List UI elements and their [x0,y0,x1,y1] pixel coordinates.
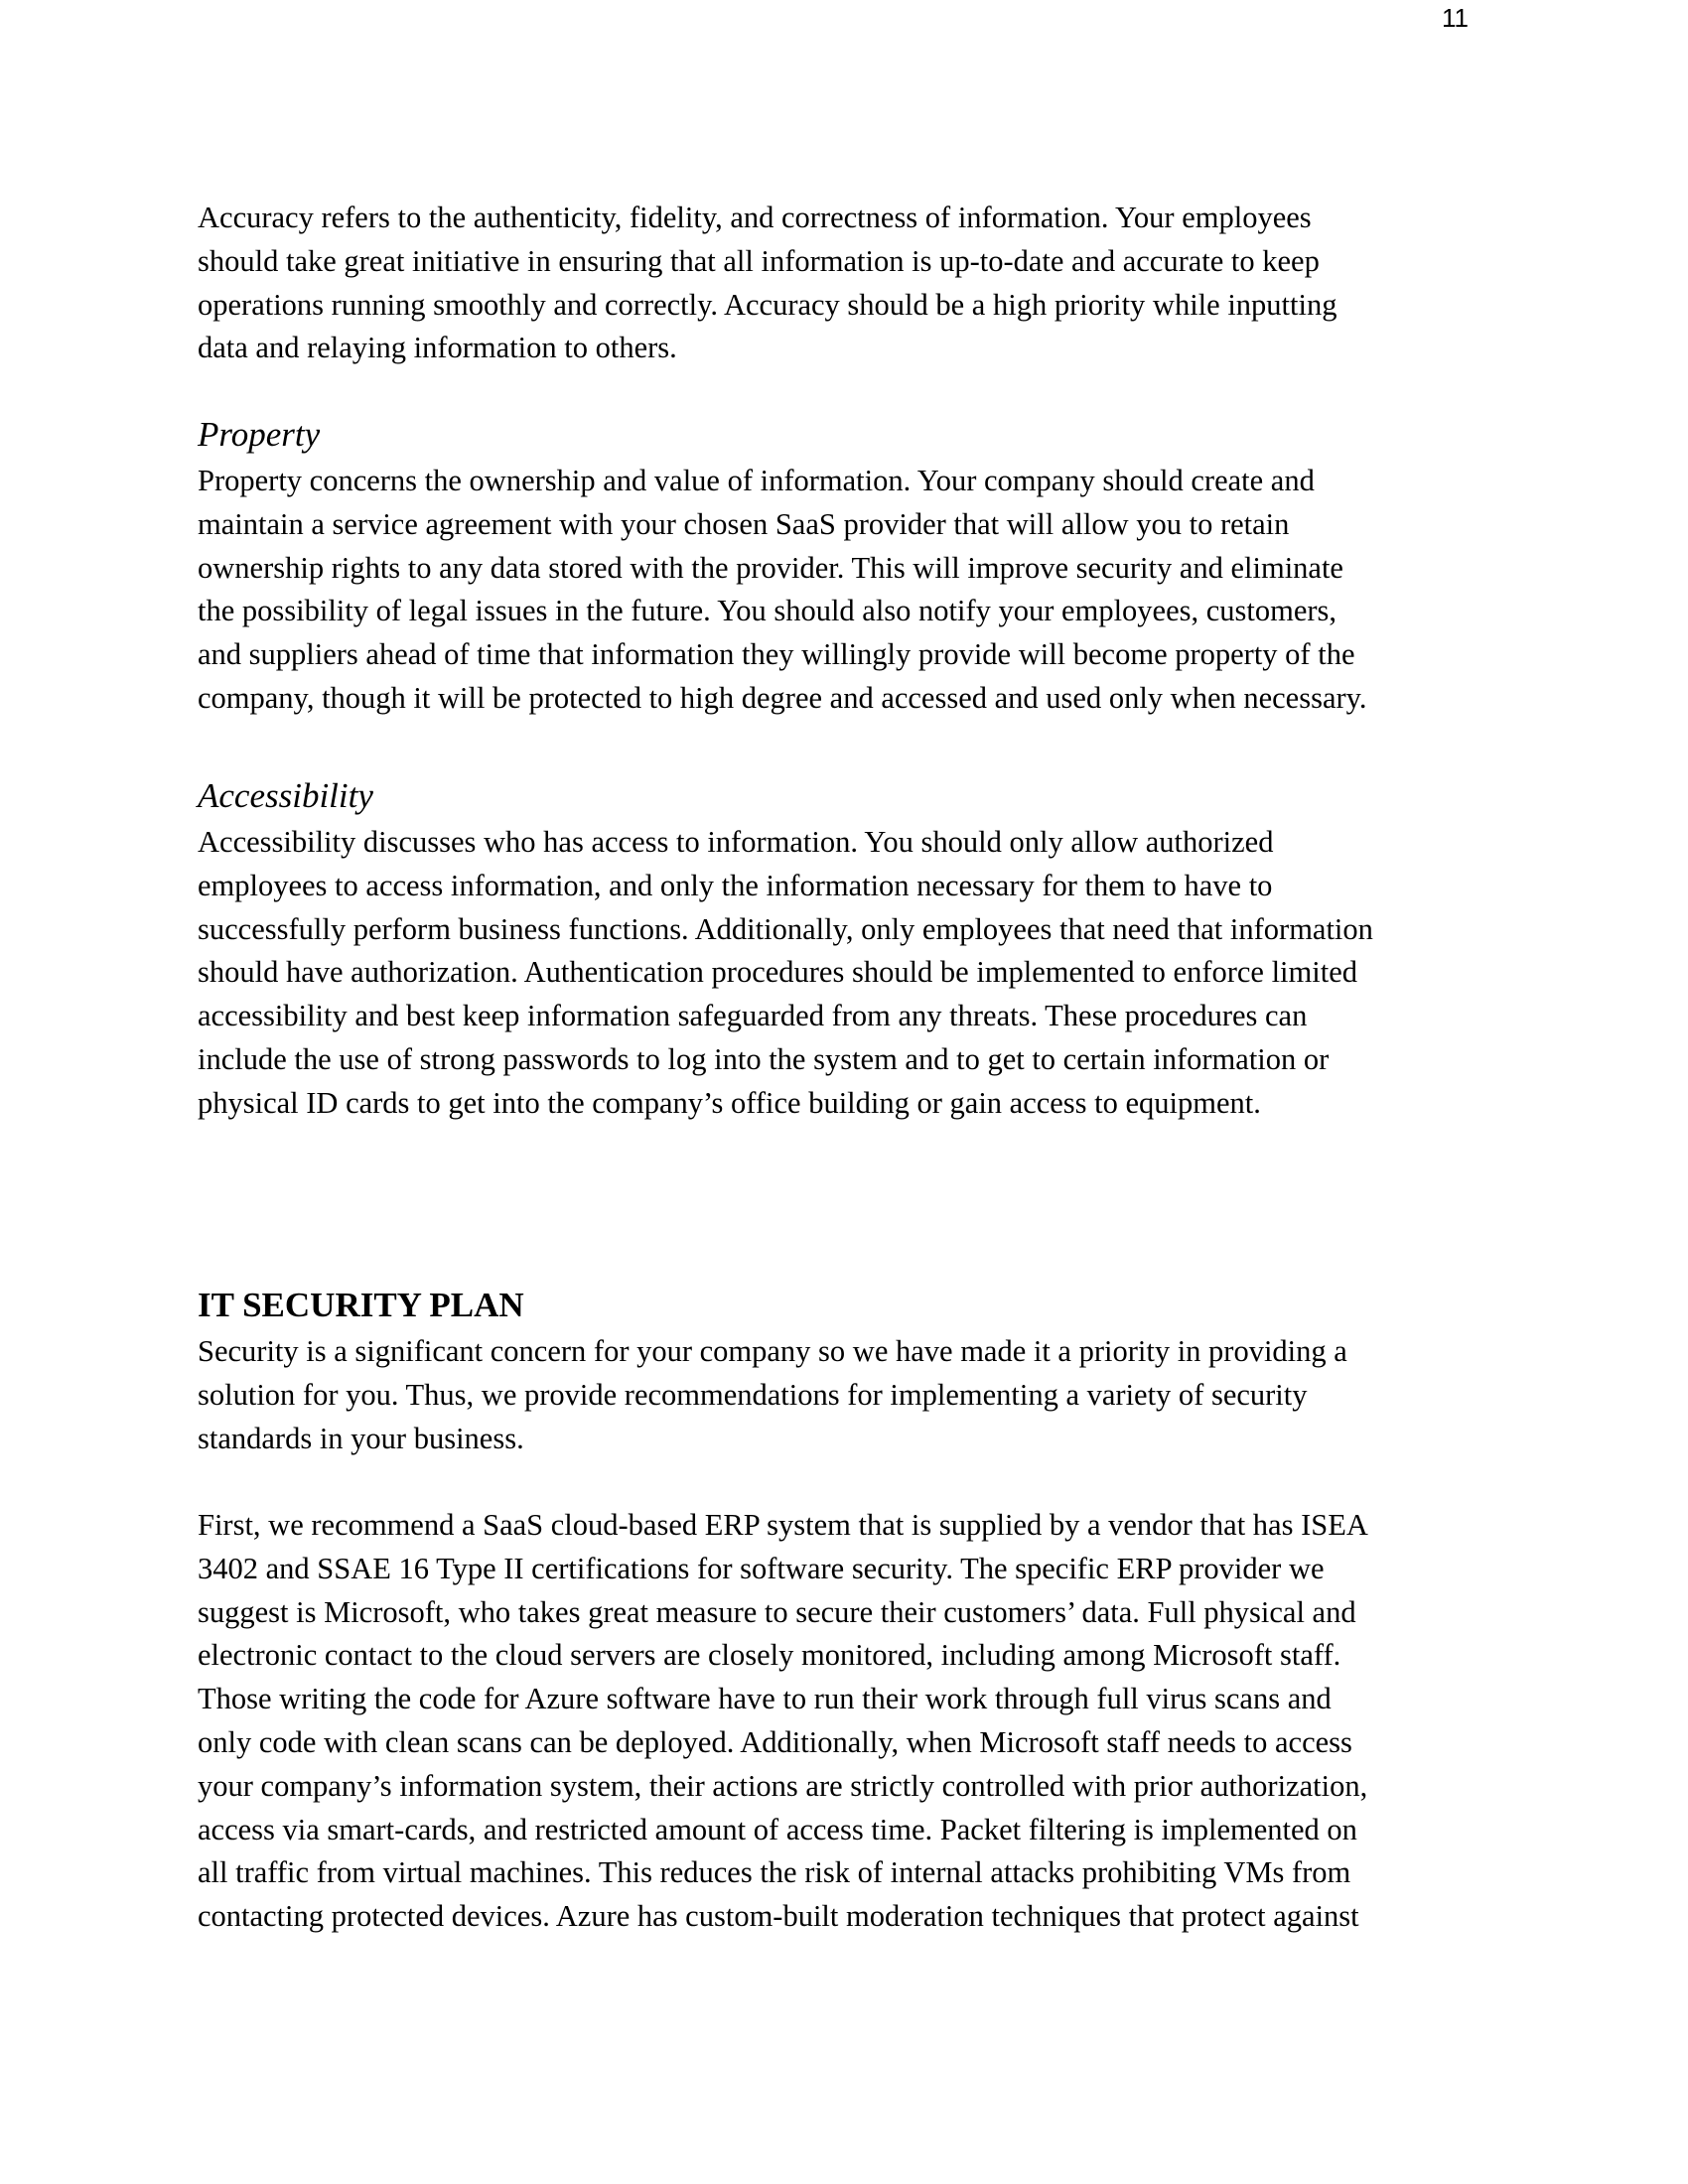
security-first-recommendation [198,1504,1518,1939]
text-line: should have authorization. Authentication procedures should be implemented to enforce limited [198,955,1357,990]
text-line: your company’s information system, their actions are strictly controlled with prior authorization, [198,1768,1368,1803]
text-line: successfully perform business functions. Additionally, only employees that need that information [198,911,1373,946]
accuracy-paragraph [198,197,1518,370]
text-line: solution for you. Thus, we provide recommendations for implementing a variety of security [198,1377,1308,1412]
text-line: Accuracy refers to the authenticity, fidelity, and correctness of information. Your employees [198,201,1312,234]
text-line: accessibility and best keep information safeguarded from any threats. These procedures can [198,999,1308,1033]
accessibility-heading: Accessibility [198,776,373,815]
accuracy-section [198,197,1518,370]
text-line: include the use of strong passwords to log into the system and to get to certain information or [198,1041,1330,1076]
text-line: electronic contact to the cloud servers are closely monitored, including among Microsoft staff. [198,1638,1341,1673]
text-line: 3402 and SSAE 16 Type II certifications for software security. The specific ERP provider we [198,1551,1325,1585]
text-line: only code with clean scans can be deployed. Additionally, when Microsoft staff needs to access [198,1724,1352,1759]
accessibility-section [198,771,1518,1126]
property-section [198,410,1518,721]
text-line: employees to access information, and only the information necessary for them to have to [198,868,1273,902]
it-security-plan-section [198,1281,1518,1460]
text-line: access via smart-cards, and restricted amount of access time. Packet filtering is implemented on [198,1812,1357,1846]
property-heading: Property [198,415,321,454]
text-line: company, though it will be protected to high degree and accessed and used only when necessary. [198,680,1367,715]
text-line: suggest is Microsoft, who takes great measure to secure their customers’ data. Full physical and [198,1594,1356,1629]
text-line: Those writing the code for Azure software have to run their work through full virus scans and [198,1682,1332,1716]
text-line: operations running smoothly and correctly. Accuracy should be a high priority while inputting [198,287,1337,322]
text-line: the possibility of legal issues in the future. You should also notify your employees, customers, [198,594,1337,628]
text-line: physical ID cards to get into the company’s office building or gain access to equipment. [198,1085,1261,1120]
text-line: contacting protected devices. Azure has custom-built moderation techniques that protect against [198,1899,1359,1934]
security-first-paragraph [198,1504,1518,1939]
text-line: Accessibility discusses who has access to information. You should only allow authorized [198,825,1274,859]
text-line: Security is a significant concern for your company so we have made it a priority in providing a [198,1334,1347,1368]
text-line: maintain a service agreement with your chosen SaaS provider that will allow you to retain [198,506,1290,541]
text-line: all traffic from virtual machines. This reduces the risk of internal attacks prohibiting VMs from [198,1855,1351,1890]
it-security-plan-heading: IT SECURITY PLAN [198,1286,524,1324]
text-line: data and relaying information to others. [198,331,677,365]
property-paragraph [198,460,1518,721]
text-line: and suppliers ahead of time that information they willingly provide will become property of the [198,637,1355,672]
text-line: standards in your business. [198,1421,524,1455]
text-line: Property concerns the ownership and value of information. Your company should create and [198,464,1315,497]
security-intro-paragraph [198,1330,1518,1460]
page-number: 11 [1442,3,1469,33]
text-line: should take great initiative in ensuring that all information is up-to-date and accurate to keep [198,243,1320,278]
accessibility-paragraph [198,821,1518,1126]
text-line: First, we recommend a SaaS cloud-based ERP system that is supplied by a vendor that has ISEA [198,1508,1368,1542]
text-line: ownership rights to any data stored with the provider. This will improve security and eliminate [198,550,1343,585]
